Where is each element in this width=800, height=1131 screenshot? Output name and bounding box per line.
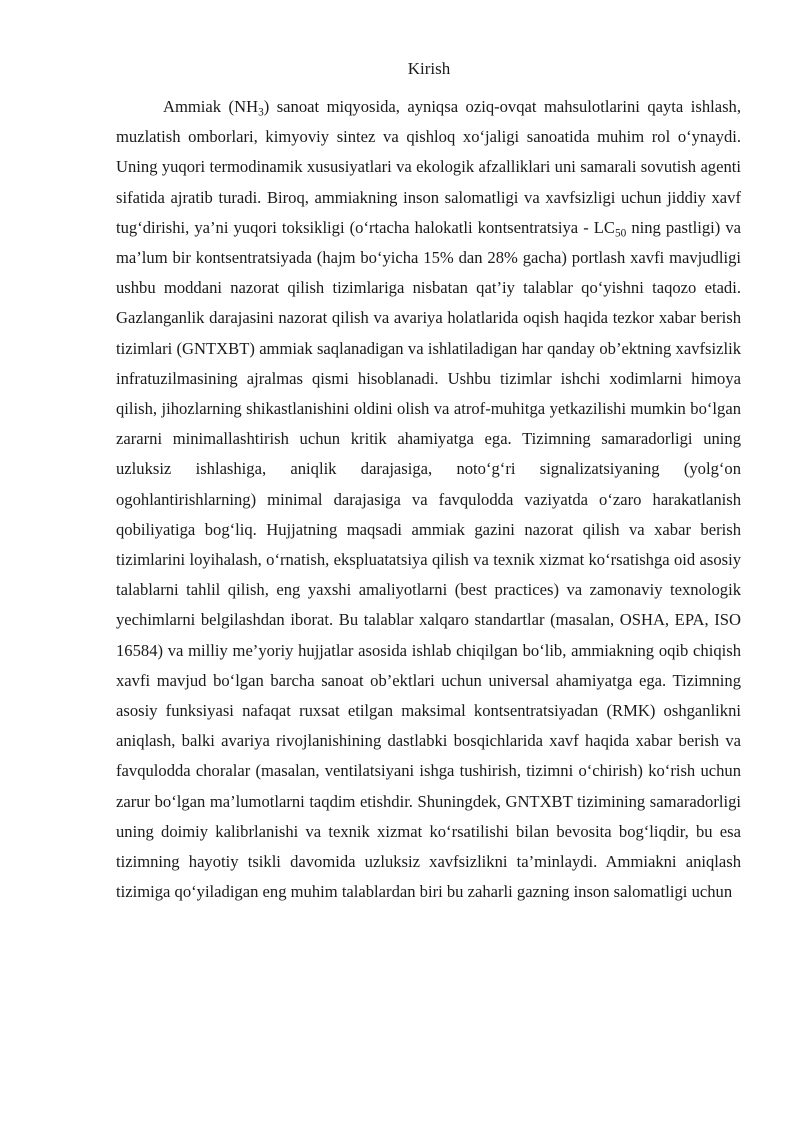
section-heading: Kirish [407, 59, 451, 78]
nh3-subscript: 3 [258, 106, 264, 119]
lc50-subscript: 50 [615, 227, 627, 240]
paragraph-text-part-1: Ammiak (NH [163, 97, 259, 116]
paragraph-text-part-3: ning pastligi) va ma’lum bir kontsentratsiyada (hajm bo‘yicha 15% dan 28% gacha) portlash xavfi mavjudligi ushbu moddani nazorat qilish tizimlariga nisbatan qat’iy talablar qo‘yishni taqozo etadi. Gazlanganlik darajasini nazorat qilish va avariya holatlarida oqish haqida tezkor xabar berish tizimlari (GNTXBT) ammiak saqlanadigan va ishlatiladigan har qanday ob’ektning xavfsizlik infratuzilmasining ajralmas qismi hisoblanadi. Ushbu tizimlar ishchi xodimlarni himoya qilish, jihozlarning shikastlanishini oldini olish va atrof-muhitga yetkazilishi mumkin bo‘lgan zararni minimallashtirish uchun kritik ahamiyatga ega. Tizimning samaradorligi uning uzluksiz ishlashiga, aniqlik darajasiga, noto‘g‘ri signalizatsiyaning (yolg‘on ogohlantirishlarning) minimal darajasiga va favqulodda vaziyatda o‘zaro harakatlanish qobiliyatiga bog‘liq. Hujjatning maqsadi ammiak gazini nazorat qilish va xabar berish tizimlarini loyihalash, o‘rnatish, ekspluatatsiya qilish va texnik xizmat ko‘rsatishga oid asosiy talablarni tahlil qilish, eng yaxshi amaliyotlarni (best practices) va zamonaviy texnologik yechimlarni belgilashdan iborat. Bu talablar xalqaro standartlar (masalan, OSHA, EPA, ISO 16584) va milliy me’yoriy hujjatlar asosida ishlab chiqilgan bo‘lib, ammiakning oqib chiqish xavfi mavjud bo‘lgan barcha sanoat ob’ektlari uchun universal ahamiyatga ega. Tizimning asosiy funksiyasi nafaqat ruxsat etilgan maksimal kontsentratsiyadan (RMK) oshganlikni aniqlash, balki avariya rivojlanishining dastlabki bosqichlarida xavf haqida xabar berish va favqulodda choralar (masalan, ventilatsiyani ishga tushirish, tizimni o‘chirish) ko‘rish uchun zarur bo‘lgan ma’lumotlarni taqdim etishdir. Shuningdek, GNTXBT tizimining samaradorligi uning doimiy kalibrlanishi va texnik xizmat ko‘rsatilishi bilan bevosita bog‘liqdir, bu esa tizimning hayotiy tsikli davomida uzluksiz xavfsizlikni ta’minlaydi. Ammiakni aniqlash tizimiga qo‘yiladigan eng muhim talablardan biri bu zaharli gazning inson salomatligi uchun [116, 217, 741, 902]
paragraph-text-part-2: ) sanoat miqyosida, ayniqsa oziq-ovqat mahsulotlarini qayta ishlash, muzlatish omborlari, kimyoviy sintez va qishloq xo‘jaligi sanoatida muhim rol o‘ynaydi. Uning yuqori termodinamik xususiyatlari va ekologik afzalliklari uni samarali sovutish agenti sifatida ajratib turadi. Biroq, ammiakning inson salomatligi va xavfsizligi uchun jiddiy xavf tug‘dirishi, ya’ni yuqori toksikligi (o‘rtacha halokatli kontsentratsiya - LC [116, 97, 741, 237]
body-paragraph [116, 92, 741, 907]
